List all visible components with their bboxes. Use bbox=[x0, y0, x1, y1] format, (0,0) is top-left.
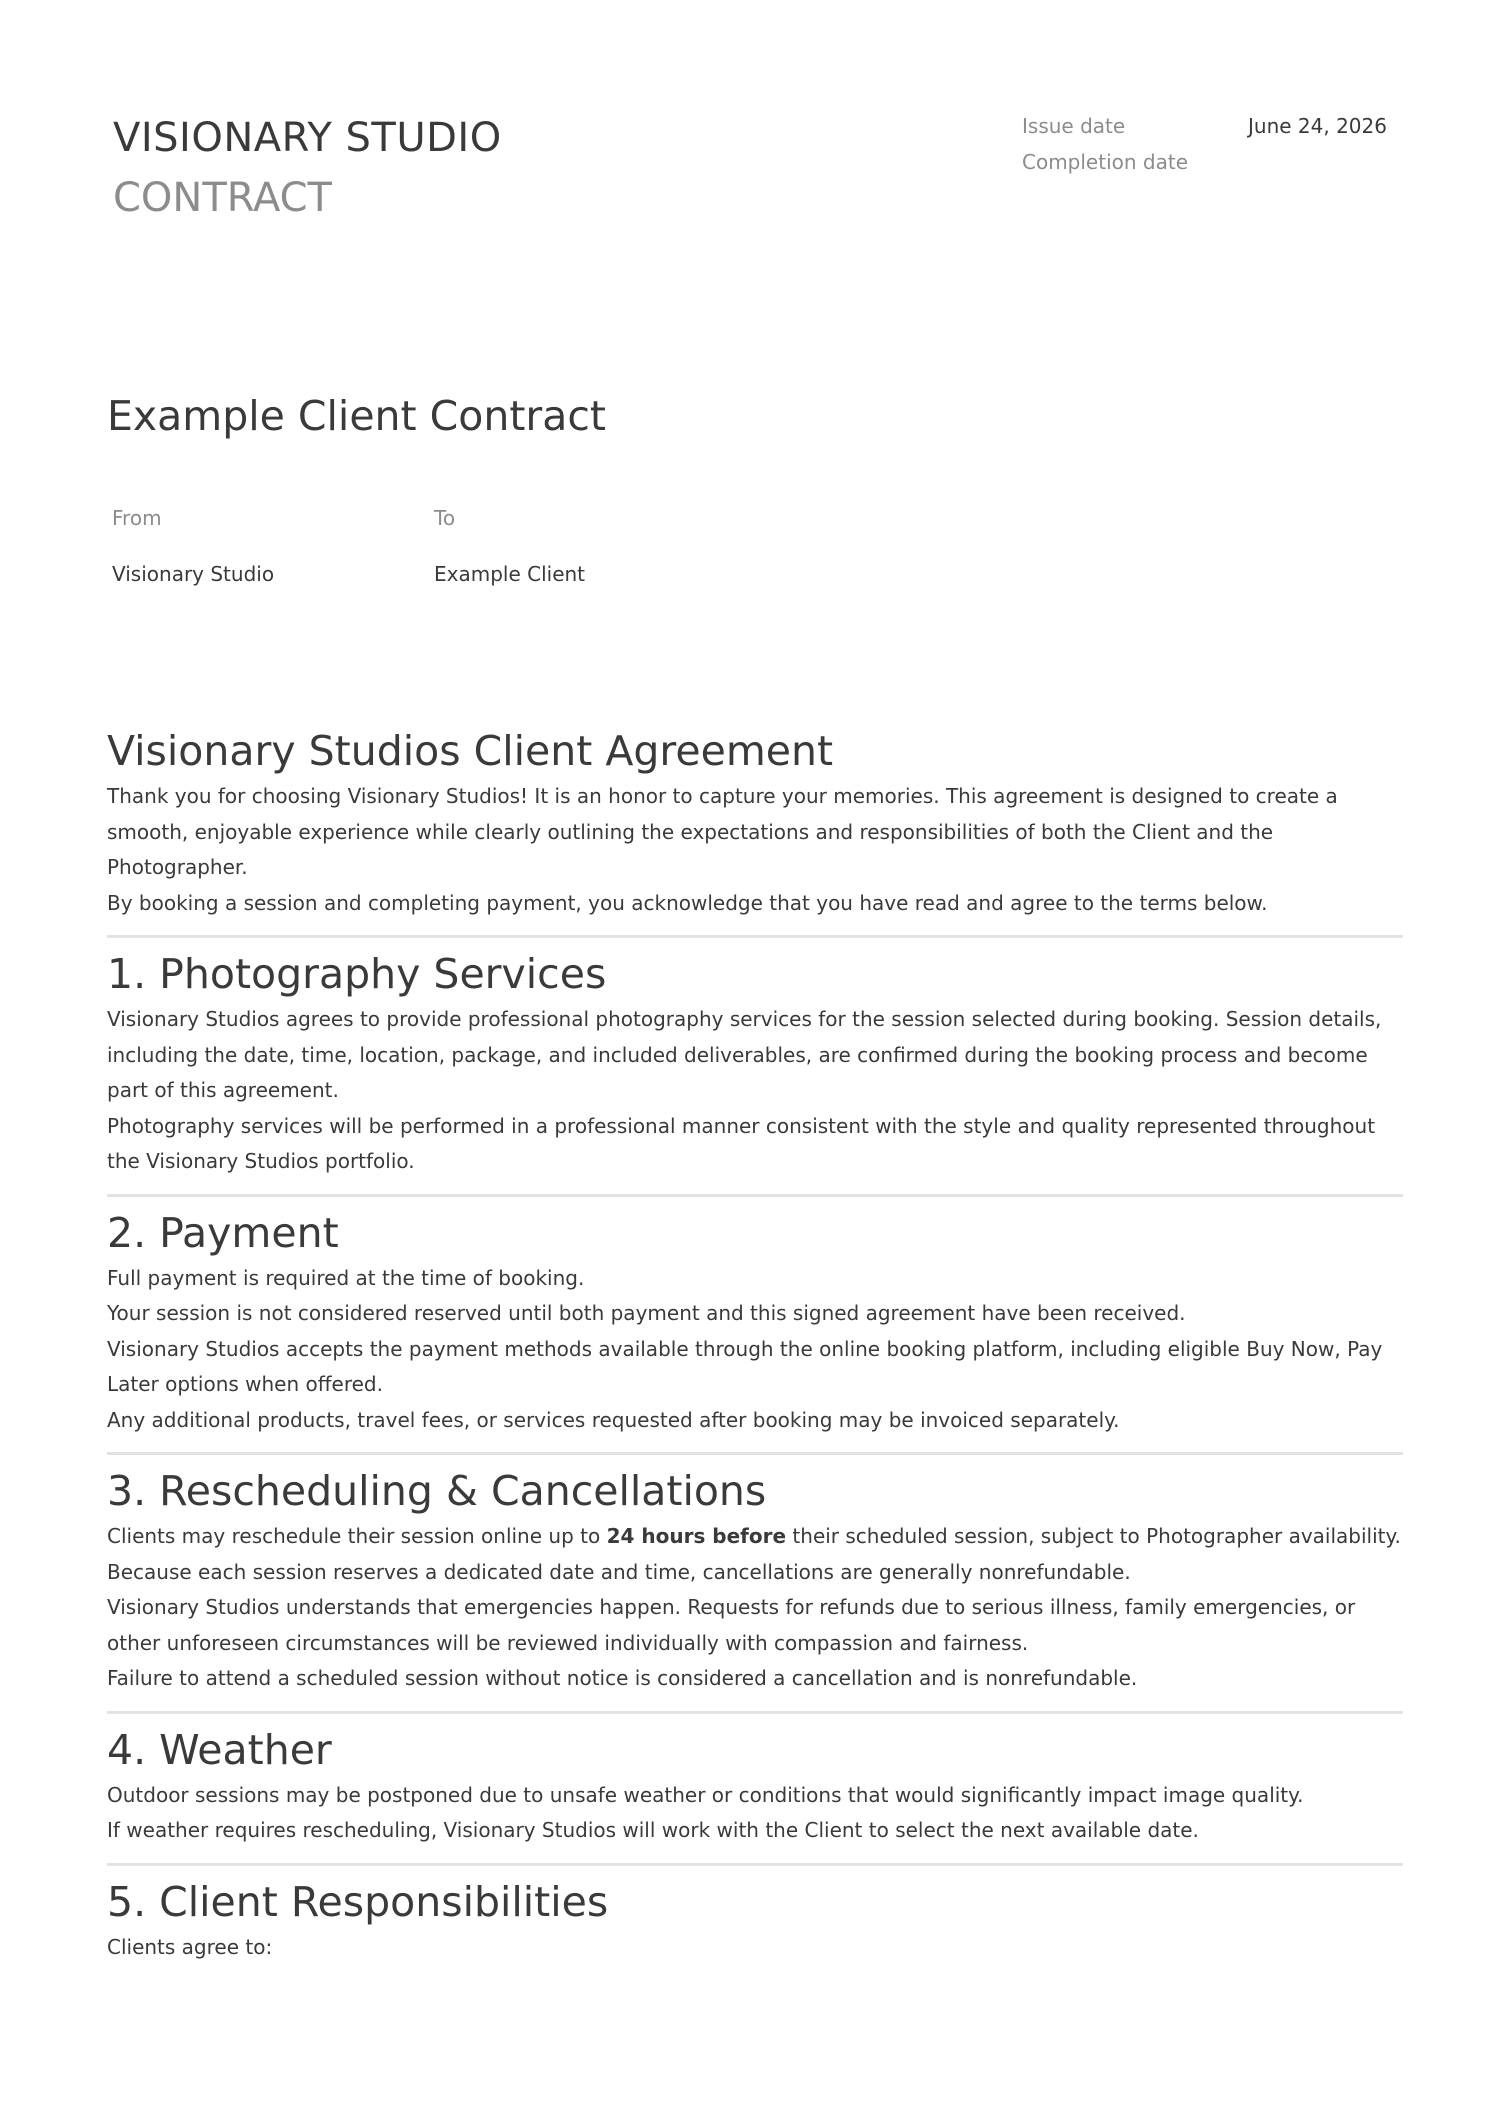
paragraph: Full payment is required at the time of booking. bbox=[107, 1265, 585, 1290]
paragraph bbox=[107, 1519, 1403, 1555]
paragraph: Visionary Studios understands that emergencies happen. Requests for refunds due to serious illness, family emergencies, or other unforeseen circumstances will be reviewed individually with compassion and fairness. bbox=[107, 1595, 1356, 1655]
text-run: their scheduled session, subject to Photographer availability. bbox=[786, 1524, 1401, 1548]
section-photography-services bbox=[107, 946, 1403, 1180]
section-divider bbox=[107, 1452, 1403, 1455]
completion-date-label: Completion date bbox=[1022, 150, 1189, 174]
section-rescheduling bbox=[107, 1463, 1403, 1697]
section-divider bbox=[107, 1194, 1403, 1197]
paragraph: Outdoor sessions may be postponed due to unsafe weather or conditions that would significantly impact image quality. bbox=[107, 1782, 1304, 1807]
brand-name: VISIONARY STUDIO bbox=[113, 115, 502, 161]
section-client-responsibilities bbox=[107, 1874, 1403, 1966]
section-title: 3. Rescheduling & Cancellations bbox=[107, 1467, 767, 1515]
completion-date-row bbox=[1022, 150, 1387, 186]
from-label: From bbox=[112, 506, 162, 530]
issue-date-label: Issue date bbox=[1022, 114, 1126, 138]
issue-date-value: June 24, 2026 bbox=[1248, 114, 1387, 138]
dates-block bbox=[1022, 114, 1387, 186]
issue-date-row bbox=[1022, 114, 1387, 150]
paragraph: Clients agree to: bbox=[107, 1934, 273, 1959]
paragraph: By booking a session and completing payment, you acknowledge that you have read and agree to the terms below. bbox=[107, 890, 1268, 915]
document-title: Example Client Contract bbox=[107, 392, 607, 440]
section-payment bbox=[107, 1205, 1403, 1439]
brand-block bbox=[113, 108, 502, 228]
to-label: To bbox=[434, 506, 456, 530]
to-value: Example Client bbox=[434, 562, 586, 586]
to-party bbox=[434, 506, 756, 586]
section-divider bbox=[107, 1711, 1403, 1714]
paragraph: Photography services will be performed in a professional manner consistent with the style and quality represented throughout the Visionary Studios portfolio. bbox=[107, 1113, 1376, 1173]
section-title: 2. Payment bbox=[107, 1208, 339, 1257]
parties-block bbox=[112, 506, 756, 586]
section-divider bbox=[107, 935, 1403, 938]
paragraph: If weather requires rescheduling, Visionary Studios will work with the Client to select the next available date. bbox=[107, 1818, 1199, 1842]
paragraph: Any additional products, travel fees, or services requested after booking may be invoiced separately. bbox=[107, 1407, 1120, 1432]
emphasis-text: 24 hours before bbox=[606, 1524, 787, 1548]
section-title: 1. Photography Services bbox=[107, 950, 607, 998]
paragraph: Visionary Studios agrees to provide professional photography services for the session selected during booking. Session details, including the date, time, location, package, and included deliverables, are confirmed during the booking process and become part of this agreement. bbox=[107, 1007, 1382, 1102]
section-divider bbox=[107, 1863, 1403, 1866]
paragraph: Your session is not considered reserved until both payment and this signed agreement have been received. bbox=[107, 1301, 1186, 1325]
paragraph: Because each session reserves a dedicated date and time, cancellations are generally nonrefundable. bbox=[107, 1559, 1131, 1584]
section-intro bbox=[107, 723, 1403, 921]
section-title: 4. Weather bbox=[107, 1725, 332, 1774]
text-run: Clients may reschedule their session online up to bbox=[107, 1524, 607, 1548]
paragraph: Failure to attend a scheduled session without notice is considered a cancellation and is nonrefundable. bbox=[107, 1666, 1138, 1690]
section-title: 5. Client Responsibilities bbox=[107, 1877, 609, 1926]
from-value: Visionary Studio bbox=[112, 562, 275, 586]
paragraph: Thank you for choosing Visionary Studios! It is an honor to capture your memories. This agreement is designed to create a smooth, enjoyable experience while clearly outlining the expectations and responsibilities of both the Client and the Photographer. bbox=[107, 784, 1338, 879]
from-party bbox=[112, 506, 434, 586]
agreement-content bbox=[107, 723, 1403, 1965]
document-type: CONTRACT bbox=[113, 175, 332, 221]
section-title: Visionary Studios Client Agreement bbox=[107, 727, 834, 775]
section-weather bbox=[107, 1722, 1403, 1849]
paragraph: Visionary Studios accepts the payment methods available through the online booking platform, including eligible Buy Now, Pay Later options when offered. bbox=[107, 1336, 1383, 1396]
